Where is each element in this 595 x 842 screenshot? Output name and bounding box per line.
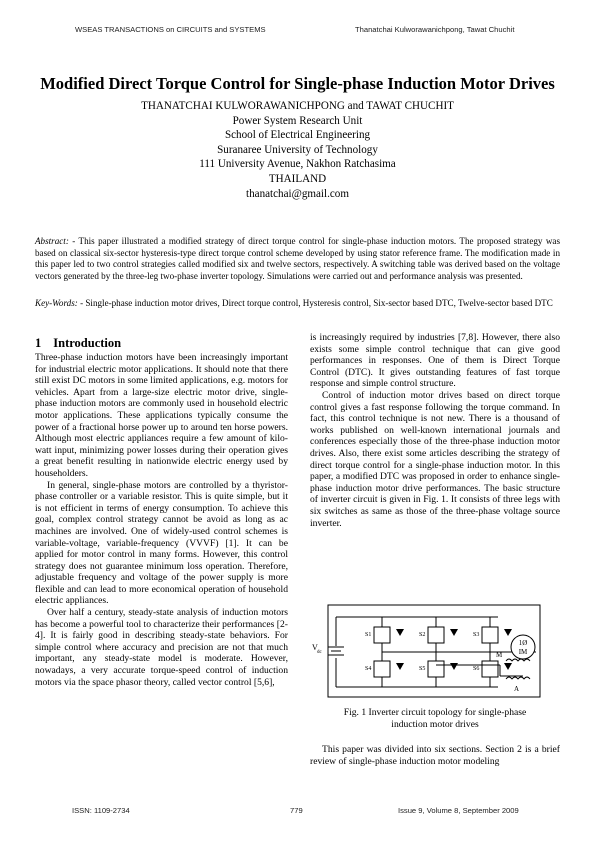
main-winding-coil [506,659,530,661]
paragraph: This paper was divided into six sections. Section 2 is a brief review of single-phase induction motor modeling [310,744,560,767]
abstract-text: - This paper illustrated a modified strategy of direct torque control for single-phase induction motors. The proposed strategy was based on classical six-sector hysteresis-type direct torque control scheme developed by using stator reference frame. The modification made in this paper led to two control strategies called modified six and twelve sectors, respectively. A switching table was derived based on the voltage vectors generated by the three-leg two-phase inverter topology. Simulations were carried out and performance analysis was presented. [35,236,560,281]
keywords [35,298,560,310]
keywords-label: Key-Words: [35,298,78,308]
author-email[interactable]: thanatchai@gmail.com [246,187,349,200]
author-names: THANATCHAI KULWORAWANICHPONG and TAWAT CHUCHIT [141,100,454,112]
abstract [35,236,560,282]
switch-s3 [482,627,498,643]
main-winding-label: M [496,651,503,659]
diode-icon [450,629,458,636]
vdc-label: V [312,643,318,652]
author-unit: Power System Research Unit [232,114,363,127]
switch-label: S3 [473,632,480,638]
switch-s2 [428,627,444,643]
switch-label: S4 [365,666,372,672]
abstract-label: Abstract: [35,236,69,246]
aux-winding-coil [506,677,530,679]
paragraph: In general, single-phase motors are controlled by a thyristor-phase controller or a variable resistor. This is quite simple, but it is not efficient in terms of energy consumption. To achieve this goal, complex control strategy cannot be avoid as long as ac machines are involved. One of widely-used control schemes is variable-voltage, variable-frequency (VVVF) [1]. It can be applied for motor control in many forms. However, this control strategy does not guarantee minimum loss operation. Therefore, adjustable frequency and voltage of the power supply is more flexible and can lead to more economical operation of household electric appliances. [35,479,288,607]
right-column [310,332,560,529]
right-column-continued [310,744,560,767]
paper-title: Modified Direct Torque Control for Single-phase Induction Motor Drives [40,74,555,93]
switch-s1 [374,627,390,643]
footer-issue: Issue 9, Volume 8, September 2009 [398,806,519,815]
keywords-text: - Single-phase induction motor drives, Direct torque control, Hysteresis control, Six-sector based DTC, Twelve-sector based DTC [80,298,553,308]
figure-frame [328,605,540,697]
switch-label: S1 [365,632,372,638]
paragraph: Three-phase induction motors have been increasingly important for industrial electric motor applications. It should note that there still exist DC motors in some limited applications, e.g. motors for vehicles. Apart from a large-size electric motor drive, single-phase induction motors are commonly used in household electric motor applications. These applications typically consume the power of a fractional horse power up to around ten horse powers. Although most electric appliances require a few amount of kilo-watt input, minimizing power losses during their operation gives a great benefit resulting in nationwide electric energy used by householders. [35,352,288,479]
section-heading [35,336,121,351]
aux-winding-label: A [514,685,520,693]
section-number: 1 [35,336,42,350]
switch-label: S6 [473,666,480,672]
footer-issn: ISSN: 1109-2734 [72,806,130,815]
diode-icon [504,629,512,636]
running-header-authors: Thanatchai Kulworawanichpong, Tawat Chuchit [355,25,515,34]
paragraph: is increasingly required by industries [7,8]. However, there also exists some simple control technique that can give good performances in responses. One of them is Direct Torque Control (DTC). It gives outstanding features of fast torque response and simple control structure. [310,332,560,390]
diode-icon [504,663,512,670]
inverter-circuit-figure [310,603,560,703]
paragraph: Over half a century, steady-state analysis of induction motors has become a powerful tool to characterize their performances [2-4]. It is fairly good in describing steady-state behaviors. For simple control where accuracy and precision are not that much important, any steady-state model is moderate. However, nowadays, a very accurate torque-speed control of induction motors via the space phasor theory, called vector control [5,6], [35,607,288,688]
left-column [35,352,288,688]
section-title: Introduction [53,336,122,350]
switch-s5 [428,661,444,677]
switch-label: S5 [419,666,426,672]
diode-icon [396,629,404,636]
author-university: Suranaree University of Technology [217,143,378,156]
running-header-journal: WSEAS TRANSACTIONS on CIRCUITS and SYSTEMS [75,25,266,34]
paragraph: Control of induction motor drives based on direct torque control gives a fast response following the torque command. In fact, this control technique is not new. There is a thousand of works published on well-known international journals and conferences especially those of the three-phase induction motor drives. Also, there exist some articles describing the strategy of direct torque control for a single-phase induction motor. In this paper, a modified DTC was proposed in order to enhance single-phase induction motor drive performances. The basic structure of inverter circuit is given in Fig. 1. It consists of three legs with six switches as same as those of the three-phase voltage source inverter. [310,389,560,529]
switch-label: S2 [419,632,426,638]
motor-label-im: IM [518,648,528,656]
footer-page-number: 779 [290,806,303,815]
diode-icon [396,663,404,670]
author-country: THAILAND [268,172,327,185]
vdc-subscript: dc [317,650,322,655]
author-address: 111 University Avenue, Nakhon Ratchasima [199,158,396,171]
figure-caption [310,707,560,731]
switch-s4 [374,661,390,677]
switch-s6 [482,661,498,677]
author-block [40,99,555,201]
caption-line: induction motor drives [391,719,479,730]
caption-line: Fig. 1 Inverter circuit topology for single-phase [343,707,527,718]
motor-label-phase: 1Ø [518,639,528,647]
author-school: School of Electrical Engineering [224,129,371,142]
diode-icon [450,663,458,670]
